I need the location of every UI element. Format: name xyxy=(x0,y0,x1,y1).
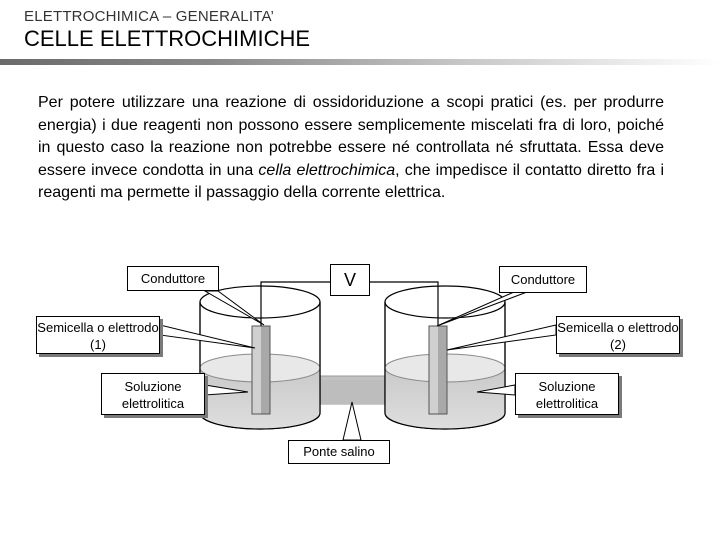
callout-salt-bridge xyxy=(343,402,361,440)
body-text-end: , che impedisce il contatto diretto fra i reagenti ma permette il passaggio della corrente elettrica. xyxy=(38,161,665,201)
label-conductor-left xyxy=(127,266,219,291)
label-salt-bridge xyxy=(288,440,390,464)
label-solution-right-text: Soluzione elettrolitica xyxy=(535,379,599,411)
label-halfcell-right xyxy=(556,316,680,354)
voltmeter xyxy=(330,264,370,296)
electrode-right xyxy=(429,326,447,414)
label-conductor-left-text: Conduttore xyxy=(140,271,206,286)
label-conductor-right-text: Conduttore xyxy=(510,272,576,287)
body-text-start: Per potere utilizzare una reazione di ossidoriduzione a scopi pratici (es. per produrre energia) i due reagenti non possono essere semplicemente miscelati fra di loro, poiché in questo caso la reazione non potrebbe essere né controllata né sfruttata. Essa deve essere invece condotta in una xyxy=(38,94,664,179)
label-halfcell-left xyxy=(36,316,160,354)
label-salt-bridge-text: Ponte salino xyxy=(303,444,375,459)
electrode-left xyxy=(252,326,270,414)
body-text-emphasis: cella elettrochimica xyxy=(258,161,396,179)
voltmeter-label: V xyxy=(343,270,356,290)
label-conductor-right xyxy=(499,266,587,293)
label-solution-left-text: Soluzione elettrolitica xyxy=(121,379,185,411)
label-halfcell-right-text: Semicella o elettrodo (2) xyxy=(557,320,679,352)
label-halfcell-left-text: Semicella o elettrodo (1) xyxy=(37,320,159,352)
label-solution-left xyxy=(101,373,205,415)
label-solution-right xyxy=(515,373,619,415)
section-subtitle: ELETTROCHIMICA – GENERALITA’ xyxy=(24,8,275,25)
page-title: CELLE ELETTROCHIMICHE xyxy=(24,26,311,51)
